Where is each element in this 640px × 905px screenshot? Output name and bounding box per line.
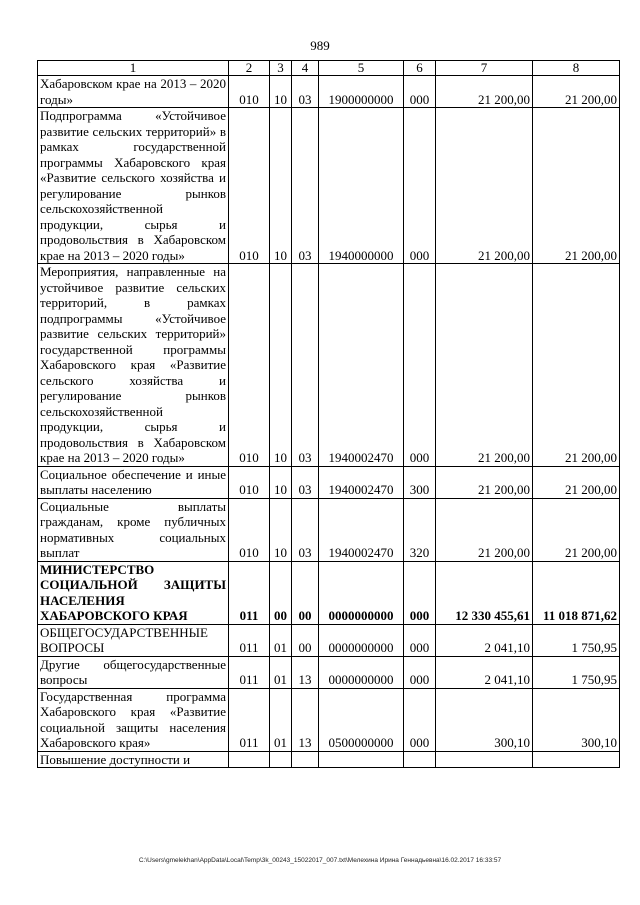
amount-cell bbox=[533, 751, 620, 768]
code-cell: 011 bbox=[229, 624, 270, 656]
code-cell bbox=[229, 751, 270, 768]
amount-cell: 21 200,00 bbox=[436, 264, 533, 467]
table-row bbox=[38, 498, 620, 561]
amount-cell: 2 041,10 bbox=[436, 624, 533, 656]
row-name-cell: Хабаровском крае на 2013 – 2020 годы» bbox=[38, 76, 229, 108]
code-cell: 010 bbox=[229, 264, 270, 467]
amount-cell: 1 750,95 bbox=[533, 624, 620, 656]
amount-cell: 21 200,00 bbox=[436, 76, 533, 108]
column-header: 4 bbox=[292, 61, 319, 76]
target-article-cell: 0500000000 bbox=[319, 688, 404, 751]
amount-cell: 12 330 455,61 bbox=[436, 561, 533, 624]
code-cell: 011 bbox=[229, 561, 270, 624]
subsection-cell: 03 bbox=[292, 264, 319, 467]
code-cell: 011 bbox=[229, 688, 270, 751]
amount-cell: 11 018 871,62 bbox=[533, 561, 620, 624]
column-header: 2 bbox=[229, 61, 270, 76]
table-row bbox=[38, 264, 620, 467]
amount-cell: 21 200,00 bbox=[533, 264, 620, 467]
target-article-cell: 1900000000 bbox=[319, 76, 404, 108]
amount-cell: 21 200,00 bbox=[533, 76, 620, 108]
column-header: 7 bbox=[436, 61, 533, 76]
table-header-row bbox=[38, 61, 620, 76]
expense-type-cell: 300 bbox=[404, 466, 436, 498]
row-name-cell: МИНИСТЕРСТВО СОЦИАЛЬНОЙ ЗАЩИТЫ НАСЕЛЕНИЯ ХАБАРОВСКОГО КРАЯ bbox=[38, 561, 229, 624]
subsection-cell bbox=[292, 751, 319, 768]
expense-type-cell: 000 bbox=[404, 76, 436, 108]
expense-type-cell: 000 bbox=[404, 264, 436, 467]
row-name-cell: Другие общегосударственные вопросы bbox=[38, 656, 229, 688]
table-row bbox=[38, 751, 620, 768]
section-cell: 01 bbox=[270, 656, 292, 688]
section-cell bbox=[270, 751, 292, 768]
code-cell: 010 bbox=[229, 466, 270, 498]
subsection-cell: 00 bbox=[292, 624, 319, 656]
budget-table bbox=[37, 60, 620, 768]
target-article-cell: 1940002470 bbox=[319, 264, 404, 467]
target-article-cell: 0000000000 bbox=[319, 561, 404, 624]
code-cell: 010 bbox=[229, 76, 270, 108]
footer-file-path: C:\Users\gmelekhan\AppData\Local\Temp\3k_00243_15022017_007.txt\Мелехина Ирина Геннадьевна\16.02.2017 16:33:57 bbox=[138, 857, 502, 864]
row-name-cell: ОБЩЕГОСУДАРСТВЕННЫЕ ВОПРОСЫ bbox=[38, 624, 229, 656]
expense-type-cell: 000 bbox=[404, 624, 436, 656]
row-name-cell: Социальные выплаты гражданам, кроме публичных нормативных социальных выплат bbox=[38, 498, 229, 561]
target-article-cell: 0000000000 bbox=[319, 656, 404, 688]
amount-cell: 300,10 bbox=[436, 688, 533, 751]
amount-cell: 300,10 bbox=[533, 688, 620, 751]
expense-type-cell: 320 bbox=[404, 498, 436, 561]
code-cell: 011 bbox=[229, 656, 270, 688]
target-article-cell: 1940002470 bbox=[319, 466, 404, 498]
amount-cell: 21 200,00 bbox=[436, 498, 533, 561]
amount-cell bbox=[436, 751, 533, 768]
column-header: 3 bbox=[270, 61, 292, 76]
subsection-cell: 03 bbox=[292, 498, 319, 561]
row-name-cell: Повышение доступности и bbox=[38, 751, 229, 768]
table-row bbox=[38, 108, 620, 264]
table-row bbox=[38, 656, 620, 688]
section-cell: 10 bbox=[270, 498, 292, 561]
amount-cell: 1 750,95 bbox=[533, 656, 620, 688]
amount-cell: 21 200,00 bbox=[436, 108, 533, 264]
expense-type-cell: 000 bbox=[404, 108, 436, 264]
subsection-cell: 00 bbox=[292, 561, 319, 624]
section-cell: 01 bbox=[270, 688, 292, 751]
target-article-cell: 1940000000 bbox=[319, 108, 404, 264]
column-header: 1 bbox=[38, 61, 229, 76]
code-cell: 010 bbox=[229, 498, 270, 561]
page-number: 989 bbox=[310, 38, 330, 53]
amount-cell: 21 200,00 bbox=[436, 466, 533, 498]
section-cell: 10 bbox=[270, 466, 292, 498]
table-row bbox=[38, 688, 620, 751]
row-name-cell: Подпрограмма «Устойчивое развитие сельских территорий» в рамках государственной программы Хабаровского края «Развитие сельского хозяйства и регулирование рынков сельскохозяйственной продукции, сырья и продовольствия в Хабаровском крае на 2013 – 2020 годы» bbox=[38, 108, 229, 264]
subsection-cell: 13 bbox=[292, 656, 319, 688]
table-row bbox=[38, 561, 620, 624]
code-cell: 010 bbox=[229, 108, 270, 264]
table-row bbox=[38, 76, 620, 108]
subsection-cell: 03 bbox=[292, 108, 319, 264]
table-body bbox=[38, 76, 620, 768]
expense-type-cell: 000 bbox=[404, 688, 436, 751]
column-header: 8 bbox=[533, 61, 620, 76]
expense-type-cell: 000 bbox=[404, 561, 436, 624]
subsection-cell: 13 bbox=[292, 688, 319, 751]
subsection-cell: 03 bbox=[292, 466, 319, 498]
column-header: 6 bbox=[404, 61, 436, 76]
row-name-cell: Социальное обеспечение и иные выплаты населению bbox=[38, 466, 229, 498]
amount-cell: 21 200,00 bbox=[533, 498, 620, 561]
target-article-cell bbox=[319, 751, 404, 768]
section-cell: 10 bbox=[270, 76, 292, 108]
table-row bbox=[38, 624, 620, 656]
target-article-cell: 0000000000 bbox=[319, 624, 404, 656]
amount-cell: 21 200,00 bbox=[533, 466, 620, 498]
amount-cell: 2 041,10 bbox=[436, 656, 533, 688]
expense-type-cell: 000 bbox=[404, 656, 436, 688]
column-header: 5 bbox=[319, 61, 404, 76]
row-name-cell: Государственная программа Хабаровского края «Развитие социальной защиты населения Хабаровского края» bbox=[38, 688, 229, 751]
subsection-cell: 03 bbox=[292, 76, 319, 108]
table-row bbox=[38, 466, 620, 498]
target-article-cell: 1940002470 bbox=[319, 498, 404, 561]
row-name-cell: Мероприятия, направленные на устойчивое развитие сельских территорий, в рамках подпрограммы «Устойчивое развитие сельских территорий» государственной программы Хабаровского края «Развитие сельского хозяйства и регулирование рынков сельскохозяйственной продукции, сырья и продовольствия в Хабаровском крае на 2013 – 2020 годы» bbox=[38, 264, 229, 467]
section-cell: 01 bbox=[270, 624, 292, 656]
section-cell: 10 bbox=[270, 108, 292, 264]
section-cell: 10 bbox=[270, 264, 292, 467]
section-cell: 00 bbox=[270, 561, 292, 624]
expense-type-cell bbox=[404, 751, 436, 768]
amount-cell: 21 200,00 bbox=[533, 108, 620, 264]
